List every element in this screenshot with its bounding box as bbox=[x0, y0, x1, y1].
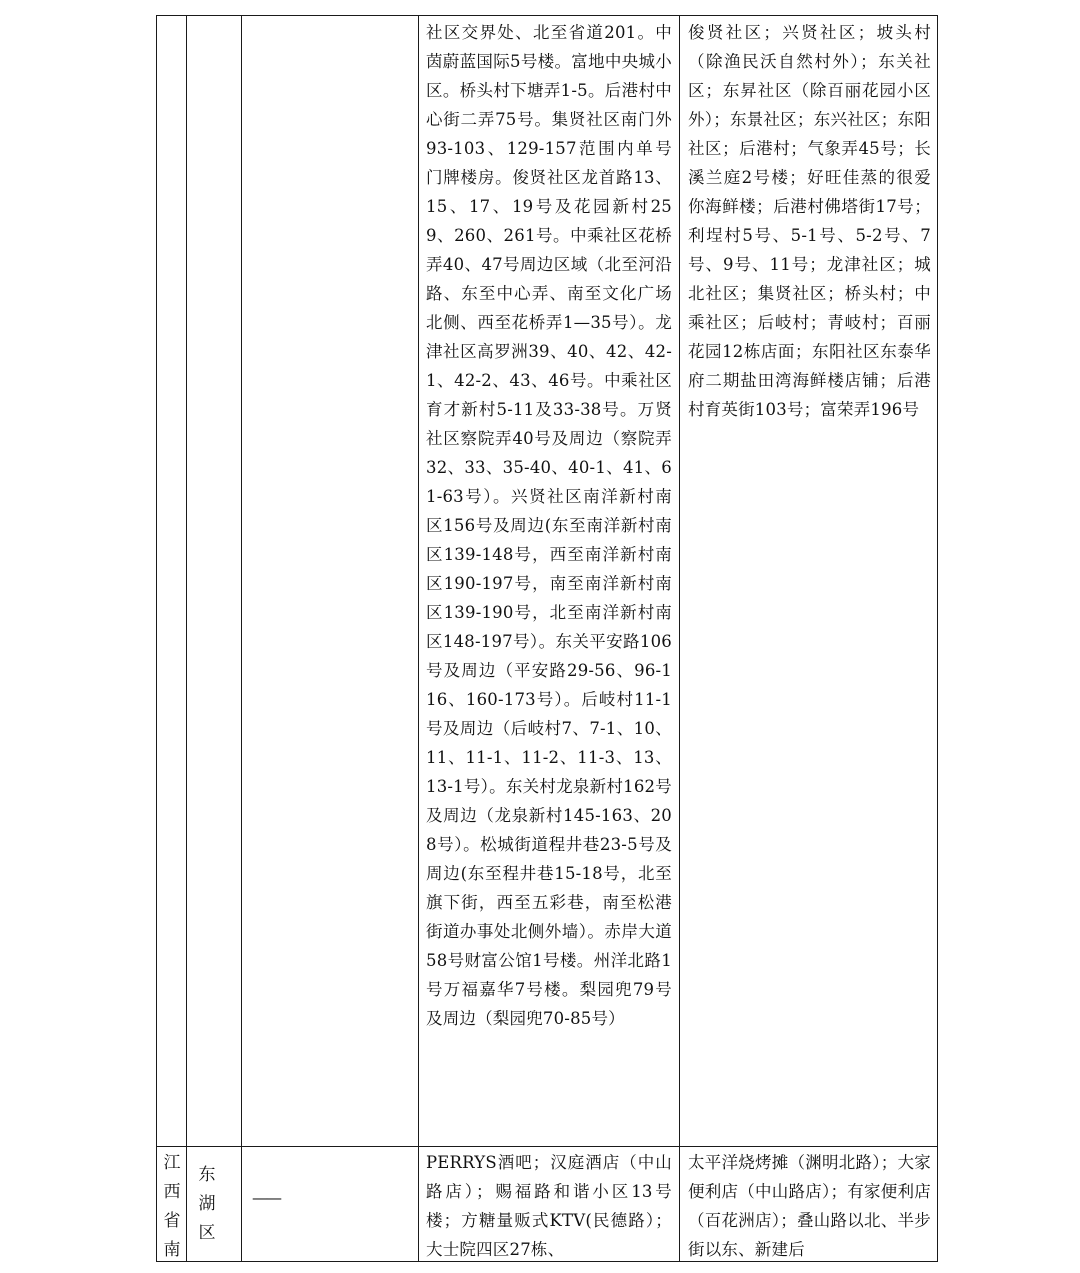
column-divider-1 bbox=[186, 16, 187, 1261]
row2-district-list-cell: 太平洋烧烤摊（渊明北路）；大家便利店（中山路店）；有家便利店（百花洲店）；叠山路以北、半步街以东、新建后 bbox=[688, 1153, 931, 1259]
column-divider-2 bbox=[241, 16, 242, 1261]
row1-affected-area-cell: 社区交界处、北至省道201。中茵蔚蓝国际5号楼。富地中央城小区。桥头村下塘弄1-5。后港村中心街二弄75号。集贤社区南门外93-103、129-157范围内单号门牌楼房。俊贤社区龙首路13、15、17、19号及花园新村259、260、261号。中乘社区花桥弄40、47号周边区域（北至河沿路、东至中心弄、南至文化广场北侧、西至花桥弄1—35号）。龙津社区高罗洲39、40、42、42-1、42-2、43、46号。中乘社区育才新村5-11及33-38号。万贤社区察院弄40号及周边（察院弄32、33、35-40、40-1、41、61-63号）。兴贤社区南洋新村南区156号及周边(东至南洋新村南区139-148号，西至南洋新村南区190-197号，南至南洋新村南区139-190号，北至南洋新村南区148-197号）。东关平安路106号及周边（平安路29-56、96-116、160-173号）。后岐村11-1号及周边（后岐村7、7-1、10、11、11-1、11-2、11-3、13、13-1号）。东关村龙泉新村162号及周边（龙泉新村145-163、208号）。松城街道程井巷23-5号及周边(东至程井巷15-18号，北至旗下街，西至五彩巷，南至松港街道办事处北侧外墙）。赤岸大道58号财富公馆1号楼。州洋北路1号万福嘉华7号楼。梨园兜79号及周边（梨园兜70-85号） bbox=[426, 23, 672, 1028]
row2-affected-area-cell: PERRYS酒吧；汉庭酒店（中山路店）；赐福路和谐小区13号楼；方糖量贩式KTV(民德路）；大士院四区27栋、 bbox=[426, 1153, 672, 1259]
data-table bbox=[156, 15, 938, 1262]
column-divider-3 bbox=[418, 16, 419, 1261]
row2-district-cell: 东湖区 bbox=[198, 1165, 216, 1243]
row1-district-list-cell: 俊贤社区；兴贤社区；坡头村（除渔民沃自然村外）；东关社区；东昇社区（除百丽花园小区外）；东景社区；东兴社区；东阳社区；后港村；气象弄45号；长溪兰庭2号楼；好旺佳蒸的很爱你海鲜楼；后港村佛塔街17号；利埕村5号、5-1号、5-2号、7号、9号、11号；龙津社区；城北社区；集贤社区；桥头村；中乘社区；后岐村；青岐村；百丽花园12栋店面；东阳社区东泰华府二期盐田湾海鲜楼店铺；后港村育英街103号；富荣弄196号 bbox=[688, 23, 931, 419]
row-divider bbox=[157, 1146, 937, 1147]
row2-province-cell: 江西省南 bbox=[163, 1153, 181, 1260]
column-divider-4 bbox=[679, 16, 680, 1261]
row2-empty-dash: —— bbox=[252, 1188, 280, 1207]
